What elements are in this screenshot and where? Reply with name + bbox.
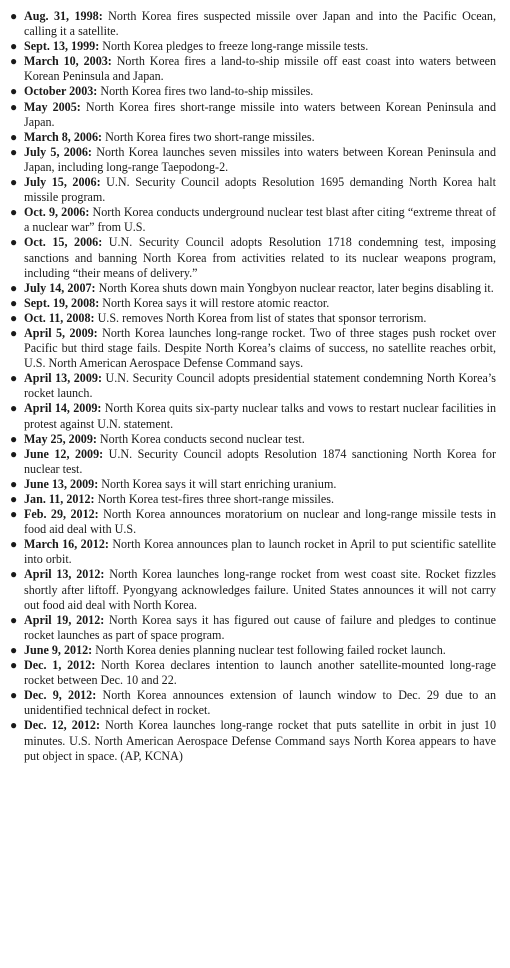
bullet-icon: ● [10, 688, 18, 703]
entry-date: April 19, 2012: [24, 612, 105, 627]
entry-date: Oct. 11, 2008: [24, 310, 95, 325]
bullet-icon: ● [10, 371, 18, 386]
entry-description: U.S. removes North Korea from list of states that sponsor terrorism. [94, 310, 427, 325]
entry-description: U.N. Security Council adopts presidential statement condemning North Korea’s rocket launch. [24, 371, 496, 401]
entry-date: Dec. 9, 2012: [24, 688, 97, 703]
bullet-icon: ● [10, 507, 18, 522]
entry-date: June 9, 2012: [24, 642, 93, 657]
entry-date: April 5, 2009: [24, 325, 98, 340]
entry-date: July 14, 2007: [24, 280, 96, 295]
entry-date: April 14, 2009: [24, 401, 102, 416]
timeline-entry [10, 658, 496, 688]
entry-description: North Korea test-fires three short-range missiles. [94, 492, 335, 506]
entry-description: U.N. Security Council adopts Resolution 1718 condemning test, imposing sanctions and banning North Korea from activities related to its nuclear weapons program, including “their means of delivery.” [24, 235, 496, 280]
entry-description: North Korea announces moratorium on nuclear and long-range missile tests in food aid deal with U.S. [24, 507, 497, 537]
bullet-icon: ● [10, 39, 18, 54]
entry-description: North Korea announces extension of launch window to Dec. 29 due to an unidentified technical defect in rocket. [24, 688, 496, 718]
entry-date: June 13, 2009: [24, 476, 99, 491]
entry-date: Sept. 19, 2008: [24, 295, 100, 310]
entry-description: North Korea fires suspected missile over Japan and into the Pacific Ocean, calling it a satellite. [24, 9, 496, 39]
entry-description: North Korea says it has figured out cause of failure and pledges to continue rocket launches as part of space program. [24, 612, 496, 642]
bullet-icon: ● [10, 235, 18, 250]
timeline-entry [10, 235, 496, 280]
entry-date: June 12, 2009: [24, 446, 104, 461]
entry-description: North Korea conducts underground nuclear test blast after citing “extreme threat of a nuclear war” from U.S. [24, 205, 496, 235]
entry-date: October 2003: [24, 84, 98, 99]
timeline-entry [10, 205, 496, 235]
timeline-entry [10, 54, 496, 84]
entry-description: North Korea pledges to freeze long-range missile tests. [99, 39, 369, 54]
entry-description: North Korea says it will restore atomic reactor. [99, 295, 330, 310]
entry-date: Oct. 9, 2006: [24, 205, 90, 220]
timeline-entry [10, 130, 496, 145]
bullet-icon: ● [10, 144, 18, 159]
timeline-entry [10, 643, 496, 658]
entry-date: Jan. 11, 2012: [24, 492, 95, 506]
bullet-icon: ● [10, 84, 18, 99]
timeline-entry [10, 537, 496, 567]
entry-description: North Korea denies planning nuclear test following failed rocket launch. [92, 642, 446, 657]
entry-description: North Korea launches seven missiles into waters between Korean Peninsula and Japan, including long-range Taepodong-2. [24, 144, 496, 174]
timeline-entry [10, 145, 496, 175]
entry-date: March 10, 2003: [24, 54, 112, 69]
bullet-icon: ● [10, 325, 18, 340]
timeline-entry [10, 401, 496, 431]
bullet-icon: ● [10, 280, 18, 295]
entry-description: U.N. Security Council adopts Resolution 1695 demanding North Korea halt missile program. [24, 175, 496, 205]
bullet-icon: ● [10, 401, 18, 416]
entry-date: Oct. 15, 2006: [24, 235, 103, 250]
entry-description: North Korea fires short-range missile into waters between Korean Peninsula and Japan. [24, 99, 497, 129]
bullet-icon: ● [10, 642, 18, 657]
entry-date: May 2005: [24, 99, 81, 114]
timeline-entry [10, 311, 496, 326]
bullet-icon: ● [10, 567, 18, 582]
bullet-icon: ● [10, 718, 18, 733]
entry-description: U.N. Security Council adopts Resolution 1874 sanctioning North Korea for nuclear test. [24, 446, 496, 476]
entry-description: North Korea launches long-range rocket that puts satellite in orbit in just 10 minutes. U.S. North American Aerospace Defense Command says North Korea appears to have put object in space. (AP, KCNA) [24, 718, 496, 763]
bullet-icon: ● [10, 658, 18, 673]
timeline-entry [10, 371, 496, 401]
entry-date: July 15, 2006: [24, 175, 101, 190]
timeline-entry [10, 100, 496, 130]
entry-description: North Korea launches long-range rocket from west coast site. Rocket fizzles shortly after liftoff. Pyongyang acknowledges failure. United States announces it will not carry out food aid deal with North Korea. [24, 567, 496, 612]
entry-description: North Korea announces plan to launch rocket in April to put scientific satellite into orbit. [24, 537, 496, 567]
entry-date: March 8, 2006: [24, 129, 103, 144]
timeline-entry [10, 9, 496, 39]
bullet-icon: ● [10, 431, 18, 446]
entry-date: Dec. 1, 2012: [24, 658, 96, 673]
bullet-icon: ● [10, 612, 18, 627]
bullet-icon: ● [10, 129, 18, 144]
timeline-entry [10, 84, 496, 99]
timeline-entry [10, 296, 496, 311]
entry-description: North Korea launches long-range rocket. Two of three stages push rocket over Pacific but third stage fails. Despite North Korea’s claims of success, no satellite reaches orbit, U.S. North American Aerospace Defense Command says. [24, 325, 496, 371]
entry-date: July 5, 2006: [24, 144, 92, 159]
entry-date: Feb. 29, 2012: [24, 507, 99, 522]
timeline-entry [10, 39, 496, 54]
bullet-icon: ● [10, 476, 18, 491]
entry-description: North Korea fires a land-to-ship missile off east coast into waters between Korean Peninsula and Japan. [24, 54, 496, 84]
bullet-icon: ● [10, 175, 18, 190]
timeline-entry [10, 326, 496, 371]
bullet-icon: ● [10, 492, 18, 506]
timeline-entry [10, 567, 496, 612]
timeline-entry [10, 688, 496, 718]
entry-date: Sept. 13, 1999: [24, 39, 100, 54]
entry-date: Dec. 12, 2012: [24, 718, 101, 733]
entry-description: North Korea conducts second nuclear test. [96, 431, 305, 446]
entry-description: North Korea fires two short-range missiles. [102, 129, 315, 144]
entry-date: May 25, 2009: [24, 431, 97, 446]
entry-description: North Korea quits six-party nuclear talks and vows to restart nuclear facilities in protest against U.N. statement. [24, 401, 496, 431]
bullet-icon: ● [10, 54, 18, 69]
entry-description: North Korea shuts down main Yongbyon nuclear reactor, later begins disabling it. [95, 280, 494, 295]
timeline-entry [10, 175, 496, 205]
timeline-entry [10, 492, 496, 507]
entry-description: North Korea declares intention to launch another satellite-mounted long-rage rocket between Dec. 10 and 22. [24, 658, 497, 688]
timeline-entry [10, 281, 496, 296]
entry-description: North Korea says it will start enriching uranium. [98, 476, 337, 491]
entry-date: April 13, 2009: [24, 371, 102, 386]
timeline-entry [10, 477, 496, 492]
bullet-icon: ● [10, 9, 18, 23]
entry-description: North Korea fires two land-to-ship missiles. [97, 84, 314, 99]
entry-date: Aug. 31, 1998: [24, 9, 103, 23]
bullet-icon: ● [10, 99, 18, 114]
timeline-entry [10, 507, 496, 537]
timeline-entry [10, 718, 496, 763]
bullet-icon: ● [10, 205, 18, 220]
bullet-icon: ● [10, 446, 18, 461]
entry-date: April 13, 2012: [24, 567, 105, 582]
timeline-entry [10, 447, 496, 477]
bullet-icon: ● [10, 295, 18, 310]
entry-date: March 16, 2012: [24, 537, 109, 552]
timeline-entry [10, 432, 496, 447]
timeline-entry [10, 613, 496, 643]
bullet-icon: ● [10, 537, 18, 552]
bullet-icon: ● [10, 310, 18, 325]
